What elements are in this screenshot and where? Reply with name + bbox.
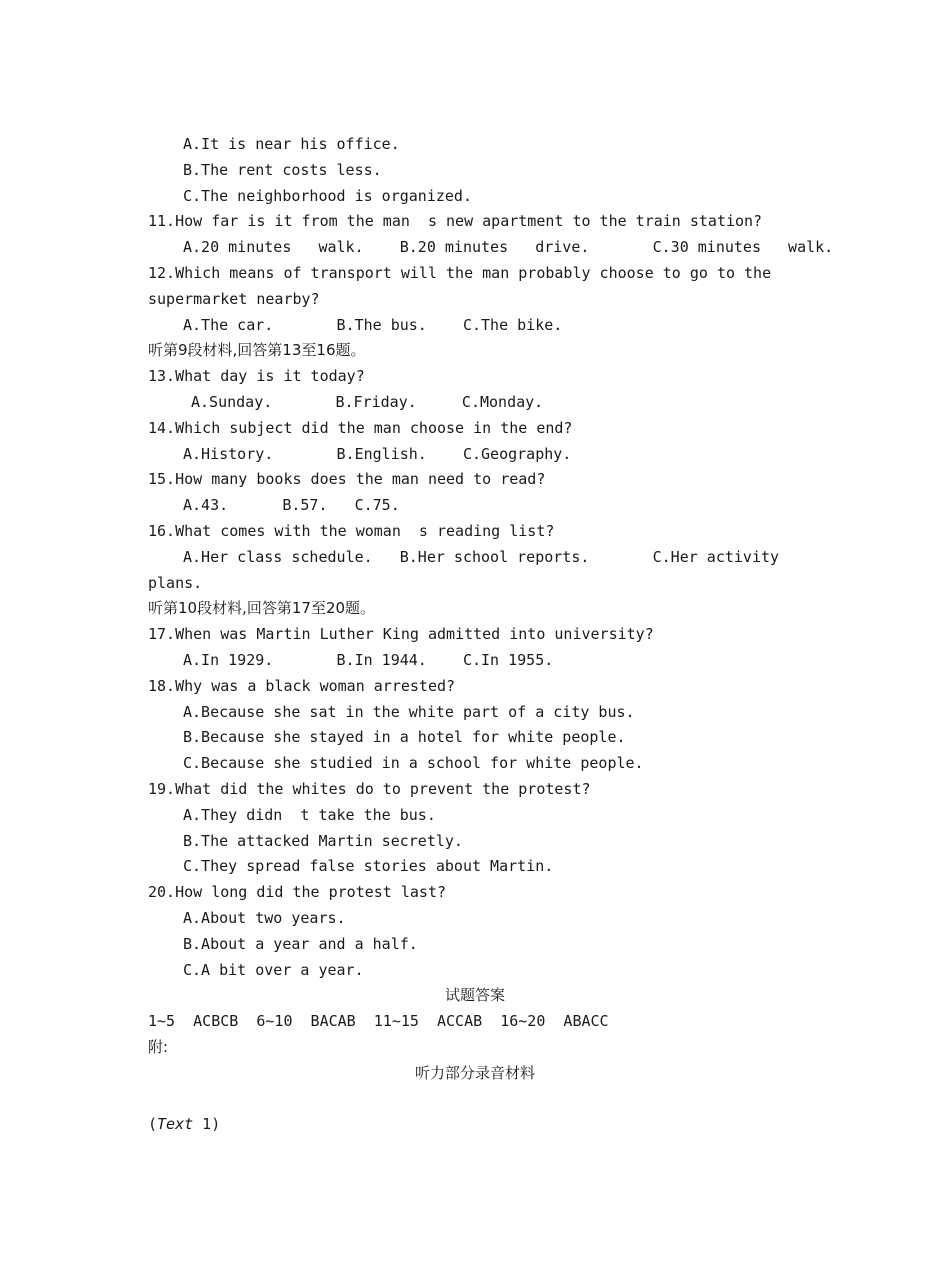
option-line: C.Because she studied in a school for white people. xyxy=(183,754,644,773)
question-13: 13.What day is it today? xyxy=(148,367,365,386)
document-page xyxy=(0,132,950,1138)
question-12: 12.Which means of transport will the man probably choose to go to the xyxy=(148,263,772,282)
appendix-label: 附: xyxy=(148,1037,169,1056)
question-11: 11.How far is it from the man s new apartment to the train station? xyxy=(148,212,763,231)
question-14: 14.Which subject did the man choose in the end? xyxy=(148,418,573,437)
section-9-heading: 听第9段材料,回答第13至16题。 xyxy=(148,341,366,360)
question-17-options: A.In 1929. B.In 1944. C.In 1955. xyxy=(183,650,554,669)
option-line: C.They spread false stories about Martin. xyxy=(183,857,554,876)
transcript-title: 听力部分录音材料 xyxy=(414,1063,535,1082)
option-line: B.The attacked Martin secretly. xyxy=(183,831,463,850)
text-1-open-paren: ( xyxy=(148,1115,158,1134)
question-11-options: A.20 minutes walk. B.20 minutes drive. C.30 minutes walk. xyxy=(183,238,834,257)
section-10-heading: 听第10段材料,回答第17至20题。 xyxy=(148,599,376,618)
question-20: 20.How long did the protest last? xyxy=(148,883,447,902)
option-line: A.Because she sat in the white part of a city bus. xyxy=(183,702,635,721)
question-19: 19.What did the whites do to prevent the protest? xyxy=(148,779,591,798)
option-line: C.A bit over a year. xyxy=(183,960,364,979)
question-15: 15.How many books does the man need to read? xyxy=(148,470,546,489)
question-12-options: A.The car. B.The bus. C.The bike. xyxy=(183,315,563,334)
text-1-word: Text xyxy=(157,1115,194,1134)
answers-line: 1~5 ACBCB 6~10 BACAB 11~15 ACCAB 16~20 ABACC xyxy=(148,1012,609,1031)
option-line: A.About two years. xyxy=(183,908,346,927)
option-line: B.The rent costs less. xyxy=(183,160,382,179)
question-18: 18.Why was a black woman arrested? xyxy=(148,676,456,695)
option-line: C.The neighborhood is organized. xyxy=(183,186,472,205)
spacer xyxy=(0,1086,950,1112)
question-16: 16.What comes with the woman s reading list? xyxy=(148,521,555,540)
question-17: 17.When was Martin Luther King admitted into university? xyxy=(148,625,654,644)
option-line: A.It is near his office. xyxy=(183,135,400,153)
text-1-number: 1) xyxy=(193,1115,221,1134)
question-12-continued: supermarket nearby? xyxy=(148,289,320,308)
question-14-options: A.History. B.English. C.Geography. xyxy=(183,444,572,463)
question-16-options-continued: plans. xyxy=(148,573,203,592)
question-16-options: A.Her class schedule. B.Her school reports. C.Her activity xyxy=(183,547,780,566)
question-15-options: A.43. B.57. C.75. xyxy=(183,496,400,515)
answers-title: 试题答案 xyxy=(444,986,505,1005)
text-1-label xyxy=(0,1112,950,1138)
question-13-options: A.Sunday. B.Friday. C.Monday. xyxy=(191,392,544,411)
option-line: B.Because she stayed in a hotel for white people. xyxy=(183,728,626,747)
option-line: A.They didn t take the bus. xyxy=(183,805,436,824)
option-line: B.About a year and a half. xyxy=(183,934,418,953)
